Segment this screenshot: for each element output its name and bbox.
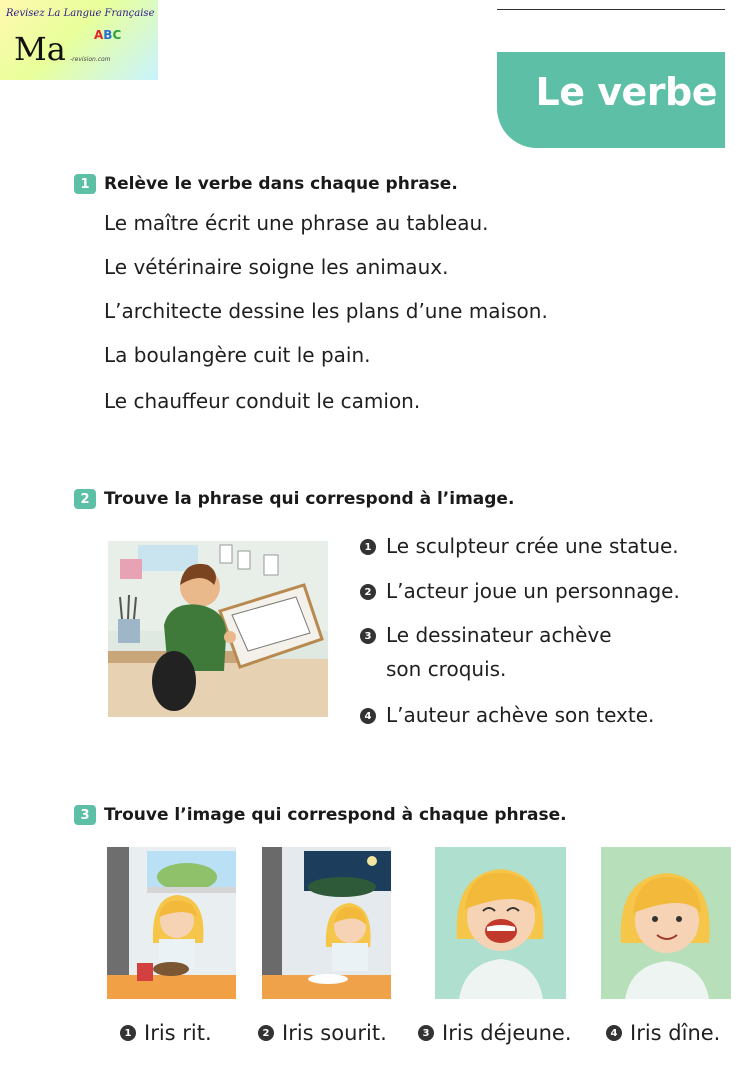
illustration-drawing-artist — [108, 541, 328, 717]
exercise-2-number: 2 — [74, 489, 96, 509]
logo-domain: -revision.com — [70, 56, 111, 63]
option-2-number: 2 — [360, 584, 376, 600]
caption-4-number: 4 — [606, 1025, 622, 1041]
logo-brand: Ma — [14, 30, 66, 68]
option-1-number: 1 — [360, 539, 376, 555]
caption-2-text: Iris sourit. — [282, 1021, 387, 1045]
caption-2-number: 2 — [258, 1025, 274, 1041]
option-4-number: 4 — [360, 708, 376, 724]
exercise-1-header — [74, 174, 458, 194]
exercise-2-option-4 — [360, 703, 654, 732]
logo-abc — [94, 28, 121, 42]
caption-4-text: Iris dîne. — [630, 1021, 721, 1045]
exercise-1-sentence-1: Le maître écrit une phrase au tableau. — [104, 211, 489, 235]
caption-3-number: 3 — [418, 1025, 434, 1041]
exercise-2-option-2 — [360, 579, 680, 608]
caption-3 — [418, 1021, 572, 1045]
option-3-number: 3 — [360, 628, 376, 644]
header-rule — [497, 9, 725, 10]
exercise-1-sentence-2: Le vétérinaire soigne les animaux. — [104, 255, 449, 279]
exercise-2-header — [74, 489, 514, 509]
exercise-1-number: 1 — [74, 174, 96, 194]
exercise-3-header — [74, 805, 567, 825]
logo-tagline: Revisez La Langue Française — [6, 8, 155, 19]
page-title: Le verbe — [535, 70, 717, 114]
title-banner — [497, 52, 725, 148]
exercise-1-title: Relève le verbe dans chaque phrase. — [104, 174, 458, 194]
exercise-1-sentence-5: Le chauffeur conduit le camion. — [104, 389, 421, 413]
logo-letter-b: B — [103, 28, 113, 42]
exercise-1-sentence-4: La boulangère cuit le pain. — [104, 343, 371, 367]
option-2-text: L’acteur joue un personnage. — [386, 579, 680, 603]
exercise-3-title: Trouve l’image qui correspond à chaque phrase. — [104, 805, 567, 825]
site-logo — [0, 0, 158, 80]
illustration-iris-dinner — [262, 847, 391, 999]
caption-3-text: Iris déjeune. — [442, 1021, 572, 1045]
exercise-3-number: 3 — [74, 805, 96, 825]
caption-1 — [120, 1021, 212, 1045]
option-1-text: Le sculpteur crée une statue. — [386, 534, 679, 558]
logo-letter-c: C — [112, 28, 122, 42]
illustration-iris-smiling — [601, 847, 731, 999]
exercise-2-option-1 — [360, 534, 679, 563]
caption-4 — [606, 1021, 720, 1045]
caption-1-text: Iris rit. — [144, 1021, 212, 1045]
illustration-iris-breakfast — [107, 847, 236, 999]
exercise-1-sentence-3: L’architecte dessine les plans d’une maison. — [104, 299, 548, 323]
logo-letter-a: A — [94, 28, 104, 42]
option-4-text: L’auteur achève son texte. — [386, 703, 655, 727]
option-3-text-line-1: Le dessinateur achève — [386, 623, 612, 647]
exercise-2-option-3 — [360, 623, 612, 686]
illustration-iris-laughing — [435, 847, 566, 999]
exercise-2-title: Trouve la phrase qui correspond à l’image. — [104, 489, 515, 509]
caption-1-number: 1 — [120, 1025, 136, 1041]
caption-2 — [258, 1021, 387, 1045]
option-3-text-line-2: son croquis. — [386, 657, 507, 681]
